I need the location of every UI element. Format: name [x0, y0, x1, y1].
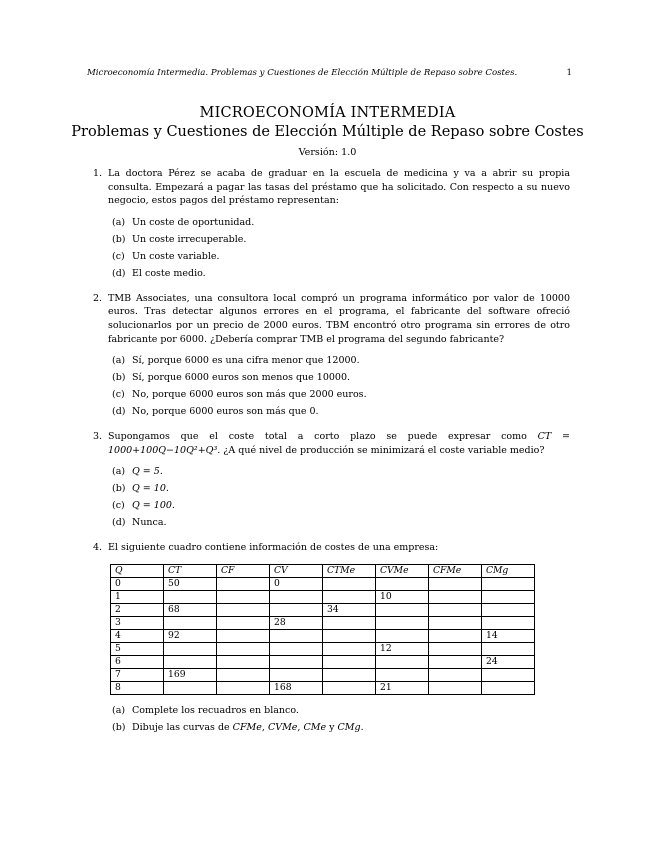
table-row: [111, 629, 535, 642]
table-cell: 24: [482, 655, 535, 668]
table-cell: [323, 668, 376, 681]
option-text: El coste medio.: [132, 267, 206, 279]
table-row: [111, 603, 535, 616]
table-cell: 1: [111, 590, 164, 603]
table-cell: 0: [270, 577, 323, 590]
table-cell: 7: [111, 668, 164, 681]
option-label: (d): [112, 406, 126, 418]
option-label: (b): [112, 372, 126, 384]
option-a: [108, 702, 570, 719]
option-text: No, porque 6000 euros son más que 2000 euros.: [132, 389, 367, 401]
option-c: [108, 386, 570, 403]
table-cell: [217, 616, 270, 629]
table-cell: 3: [111, 616, 164, 629]
table-cell: [323, 577, 376, 590]
table-cell: [217, 655, 270, 668]
table-cell: [217, 681, 270, 694]
question-number: 4.: [93, 542, 103, 554]
option-list: [108, 463, 570, 531]
table-cell: 50: [164, 577, 217, 590]
option-text: Q = 10.: [132, 483, 169, 495]
table-header-row: [111, 564, 535, 577]
table-cell: [164, 616, 217, 629]
option-text: Un coste irrecuperable.: [132, 233, 247, 245]
table-row: [111, 681, 535, 694]
column-header: CVMe: [376, 564, 429, 577]
table-cell: [376, 655, 429, 668]
table-row: [111, 616, 535, 629]
option-list: [108, 214, 570, 282]
option-b: [108, 480, 570, 497]
curve-name: CFMe: [232, 721, 262, 733]
question-number: 3.: [93, 431, 103, 443]
table-cell: [323, 642, 376, 655]
option-label: (b): [112, 483, 126, 495]
table-cell: [164, 655, 217, 668]
table-cell: [217, 603, 270, 616]
table-row: [111, 577, 535, 590]
question-1: [93, 167, 570, 282]
option-text: Q = 5.: [132, 466, 163, 478]
table-cell: [217, 668, 270, 681]
table-cell: 92: [164, 629, 217, 642]
option-label: (c): [112, 250, 125, 262]
option-a: [108, 214, 570, 231]
question-text: TMB Associates, una consultora local compró un programa informático por valor de 10000 euros. Tras detectar algunos errores en el programa, el fabricante del software ofreció solucionarlos por un precio de 2000 euros. TBM encontró otro programa sin errores de otro fabricante por 6000. ¿Debería comprar TMB el programa del segundo fabricante?: [108, 292, 570, 345]
table-cell: [270, 655, 323, 668]
option-label: (d): [112, 267, 126, 279]
option-text: Nunca.: [132, 517, 167, 529]
table-cell: [429, 590, 482, 603]
question-text: El siguiente cuadro contiene información de costes de una empresa:: [108, 542, 439, 554]
table-cell: 2: [111, 603, 164, 616]
option-text-end: .: [360, 721, 364, 733]
table-cell: [429, 681, 482, 694]
curve-name: CMg: [337, 721, 361, 733]
table-cell: [270, 603, 323, 616]
option-a: [108, 352, 570, 369]
table-cell: 28: [270, 616, 323, 629]
table-cell: [429, 577, 482, 590]
table-cell: [482, 603, 535, 616]
column-header: Q: [111, 564, 164, 577]
option-text-start: Dibuje las curvas de: [132, 721, 233, 733]
table-cell: [429, 642, 482, 655]
table-cell: 34: [323, 603, 376, 616]
table-cell: [376, 616, 429, 629]
table-cell: [376, 668, 429, 681]
option-label: (c): [112, 500, 125, 512]
option-label: (a): [112, 466, 126, 478]
question-text-end: . ¿A qué nivel de producción se minimizará el coste variable medio?: [217, 444, 545, 456]
table-cell: [482, 668, 535, 681]
option-a: [108, 463, 570, 480]
table-row: [111, 590, 535, 603]
column-header: CF: [217, 564, 270, 577]
table-row: [111, 655, 535, 668]
table-body: [111, 577, 535, 694]
table-cell: 4: [111, 629, 164, 642]
column-header: CT: [164, 564, 217, 577]
table-cell: [376, 629, 429, 642]
option-list: [108, 702, 570, 736]
table-cell: [323, 681, 376, 694]
option-label: (b): [112, 233, 126, 245]
option-text: No, porque 6000 euros son más que 0.: [132, 406, 319, 418]
option-label: (a): [112, 355, 126, 367]
option-text: Complete los recuadros en blanco.: [132, 704, 299, 716]
table-cell: [429, 629, 482, 642]
title-block: [0, 104, 655, 158]
table-cell: [482, 681, 535, 694]
question-4: [93, 541, 570, 736]
table-cell: [482, 642, 535, 655]
table-cell: [323, 629, 376, 642]
question-3: [93, 430, 570, 531]
table-row: [111, 642, 535, 655]
version-label: Versión: 1.0: [298, 147, 357, 158]
option-label: (c): [112, 389, 125, 401]
question-number: 2.: [93, 292, 103, 304]
table-cell: [217, 642, 270, 655]
option-text: Q = 100.: [132, 500, 175, 512]
option-text: Un coste variable.: [132, 250, 220, 262]
table-cell: [482, 577, 535, 590]
table-cell: 14: [482, 629, 535, 642]
table-cell: [429, 655, 482, 668]
table-cell: 21: [376, 681, 429, 694]
question-text-start: Supongamos que el coste total a corto plazo se puede expresar como: [108, 431, 538, 443]
table-cell: [323, 655, 376, 668]
column-header: CTMe: [323, 564, 376, 577]
table-cell: [376, 577, 429, 590]
option-b: [108, 719, 570, 736]
table-cell: [482, 616, 535, 629]
table-cell: 168: [270, 681, 323, 694]
column-header: CV: [270, 564, 323, 577]
option-c: [108, 248, 570, 265]
table-cell: [429, 616, 482, 629]
table-cell: 10: [376, 590, 429, 603]
separator: ,: [261, 721, 268, 733]
table-cell: [164, 642, 217, 655]
table-cell: [323, 616, 376, 629]
option-list: [108, 352, 570, 420]
option-b: [108, 231, 570, 248]
table-cell: 6: [111, 655, 164, 668]
table-cell: [482, 590, 535, 603]
table-cell: [270, 642, 323, 655]
option-text: Sí, porque 6000 euros son menos que 10000.: [132, 372, 351, 384]
column-header: CFMe: [429, 564, 482, 577]
course-title: MICROECONOMÍA INTERMEDIA: [199, 105, 456, 121]
table-cell: 12: [376, 642, 429, 655]
separator: y: [326, 721, 338, 733]
separator: ,: [297, 721, 304, 733]
option-c: [108, 497, 570, 514]
table-cell: [217, 577, 270, 590]
table-cell: [429, 603, 482, 616]
table-cell: [270, 629, 323, 642]
page-number: 1: [566, 68, 572, 78]
option-text: Un coste de oportunidad.: [132, 216, 255, 228]
table-cell: [429, 668, 482, 681]
curve-name: CMe: [303, 721, 327, 733]
option-label: (a): [112, 216, 126, 228]
question-text: [108, 430, 570, 457]
option-d: [108, 514, 570, 531]
table-cell: [270, 668, 323, 681]
option-d: [108, 265, 570, 282]
table-row: [111, 668, 535, 681]
table-cell: 5: [111, 642, 164, 655]
question-2: [93, 292, 570, 420]
option-text: Sí, porque 6000 es una cifra menor que 12000.: [132, 355, 360, 367]
question-list: [93, 167, 570, 746]
table-cell: [376, 603, 429, 616]
table-cell: [217, 590, 270, 603]
running-header: [87, 68, 572, 78]
curve-name: CVMe: [267, 721, 298, 733]
option-label: (b): [112, 721, 126, 733]
table-cell: 0: [111, 577, 164, 590]
running-title: Microeconomía Intermedia. Problemas y Cuestiones de Elección Múltiple de Repaso sobre Costes.: [87, 68, 518, 78]
option-label: (a): [112, 704, 126, 716]
document-title: Problemas y Cuestiones de Elección Múltiple de Repaso sobre Costes: [71, 124, 584, 140]
option-d: [108, 403, 570, 420]
cost-formula: CT = 1000+100Q−10Q²+Q³: [108, 431, 570, 456]
table-cell: [217, 629, 270, 642]
question-number: 1.: [93, 168, 103, 179]
table-cell: [270, 590, 323, 603]
option-b: [108, 369, 570, 386]
table-cell: 169: [164, 668, 217, 681]
cost-table: [110, 564, 535, 695]
option-label: (d): [112, 517, 126, 529]
table-cell: 68: [164, 603, 217, 616]
table-cell: [164, 590, 217, 603]
question-text: La doctora Pérez se acaba de graduar en la escuela de medicina y va a abrir su propia consulta. Empezará a pagar las tasas del préstamo que ha solicitado. Con respecto a su nuevo negocio, estos pagos del préstamo representan:: [108, 168, 570, 207]
table-cell: [164, 681, 217, 694]
column-header: CMg: [482, 564, 535, 577]
table-cell: [323, 590, 376, 603]
table-cell: 8: [111, 681, 164, 694]
